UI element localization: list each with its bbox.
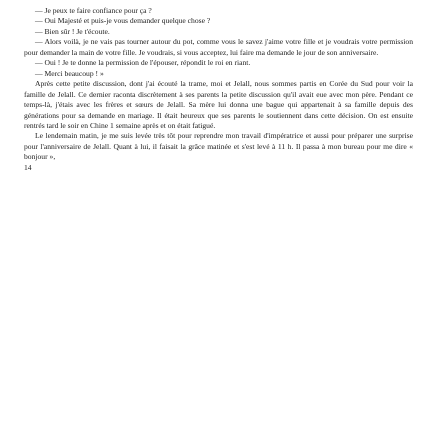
dialogue-line-ecoute: — Bien sûr ! Je t'écoute. <box>35 26 110 36</box>
dialogue-line-permission: — Alors voilà, je ne vais pas tourner autour du pot, comme vous le savez j'aime votre fille et je voudrais votre permission pour demander la main de votre fille. Je voudrais, si vous acceptez, lui faire ma demande le jour de son anniversaire. <box>24 37 413 57</box>
dialogue-line-confiance: — Je peux te faire confiance pour ça ? <box>35 6 152 15</box>
dialogue-line-reponse-roi: — Oui ! Je te donne la permission de l'épouser, répondit le roi en riant. <box>35 58 251 68</box>
page-number: 14 <box>24 162 32 172</box>
narrative-paragraph-coree: Après cette petite discussion, dont j'ai écouté la trame, moi et Jelall, nous sommes partis en Corée du Sud pour voir la famille de Jelall. Ce dernier raconta discrètement à ses parents la petite discussion qu'il avait eue avec mon père. Pendant ce temps-là, j'étais avec les frères et sœurs de Jelall. Sa mère lui donna une bague qui appartenait à sa famille depuis des générations pour sa demande en mariage. Il était heureux que ses parents le soutiennent dans cette décision. On est ensuite rentrés tard le soir en Chine 1 semaine après et on était fatigué. <box>24 79 413 130</box>
dialogue-line-merci: — Merci beaucoup ! » <box>35 68 104 78</box>
narrative-paragraph-lendemain: Le lendemain matin, je me suis levée très tôt pour reprendre mon travail d'impératrice et aussi pour préparer une surprise pour l'anniversaire de Jelall. Quant à lui, il faisait la grâce matinée et s'est levé à 11 h. Il passa à mon bureau pour me dire « bonjour », <box>24 131 413 162</box>
dialogue-line-demande: — Oui Majesté et puis-je vous demander quelque chose ? <box>35 16 211 26</box>
